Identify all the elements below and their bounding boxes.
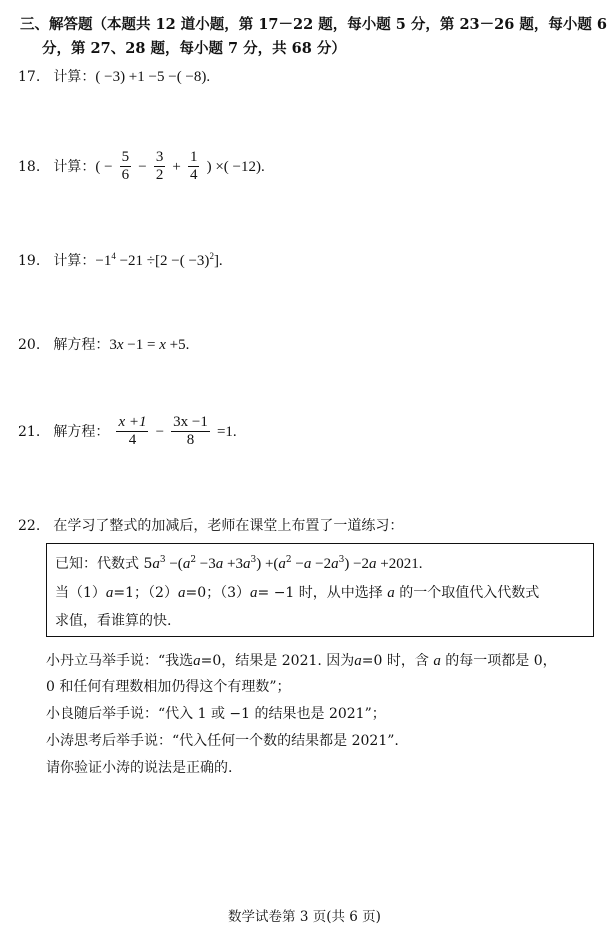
fraction-5-6: $\frac{5}{6}$ — [121, 149, 130, 183]
plus-sign: + — [172, 159, 181, 175]
question-number: 20. — [18, 337, 41, 353]
question-intro: 在学习了整式的加减后，老师在课堂上布置了一道练习： — [53, 518, 404, 534]
question-expression: $-1^4 -21 \div[2$ −( −3)$^2$]. — [95, 251, 223, 269]
paragraph-xiaodan-cont: 0 和任何有理数相加仍得这个有理数”； — [46, 679, 291, 695]
fraction-3x-minus-1-over-8: $\frac{3x -1}{8}$ — [173, 414, 208, 448]
expr-tail: =1. — [216, 424, 237, 440]
question-17 — [18, 66, 210, 86]
question-label: 计算： — [53, 69, 96, 85]
minus-sign: − — [138, 159, 147, 175]
question-number: 18. — [18, 159, 41, 175]
box-line-1: 已知：代数式 $5a^3 -(a^2 -3a +3a^3) +(a^2 -a -2a^3) -2a +2021$. — [55, 555, 423, 572]
question-label: 计算： — [53, 159, 96, 175]
section-heading-line1: 三、解答题（本题共 12 道小题，第 17－22 题，每小题 5 分，第 23－26 题，每小题 6 — [20, 16, 607, 33]
page-footer: 数学试卷第 3 页(共 6 页) — [228, 909, 381, 925]
question-20 — [18, 334, 189, 354]
question-21 — [18, 414, 237, 449]
expr-open: ( − — [95, 159, 113, 175]
paragraph-xiaoliang: 小良随后举手说：“代入 1 或 −1 的结果也是 2021”； — [46, 706, 386, 722]
question-label: 解方程： — [53, 424, 110, 440]
question-number: 17. — [18, 69, 41, 85]
question-22 — [18, 515, 403, 535]
box-line-2: 当（1）a=1；（2）a=0；（3）a= −1 时，从中选择 a 的一个取值代入代数式 — [55, 585, 540, 601]
paragraph-xiaotao: 小涛思考后举手说：“代入任何一个数的结果都是 2021”. — [46, 733, 399, 749]
question-number: 21. — [18, 424, 41, 440]
paragraph-xiaodan: 小丹立马举手说：“我选a=0，结果是 2021. 因为a=0 时，含 a 的每一项都是 0， — [46, 653, 557, 669]
question-expression: ( −3) +1 −5 −( −8). — [95, 69, 211, 85]
section-heading-line2: 分，第 27、28 题，每小题 7 分，共 68 分） — [42, 40, 346, 57]
fraction-3-2: $\frac{3}{2}$ — [155, 149, 164, 183]
expr-close: ) ×( −12). — [206, 159, 265, 175]
question-19 — [18, 250, 223, 270]
exercise-box — [46, 543, 594, 637]
paragraph-instruction: 请你验证小涛的说法是正确的. — [46, 760, 233, 776]
question-label: 计算： — [53, 253, 96, 269]
fraction-x-plus-1-over-4: $\frac{x +1}{4}$ — [118, 414, 147, 448]
box-line-3: 求值，看谁算的快. — [55, 613, 172, 629]
question-18 — [18, 149, 265, 184]
question-expression: 3x −1 = x +5. — [109, 337, 190, 353]
question-number: 22. — [18, 518, 41, 534]
fraction-1-4: $\frac{1}{4}$ — [189, 149, 198, 183]
question-label: 解方程： — [53, 337, 110, 353]
question-number: 19. — [18, 253, 41, 269]
minus-sign: − — [155, 424, 165, 440]
